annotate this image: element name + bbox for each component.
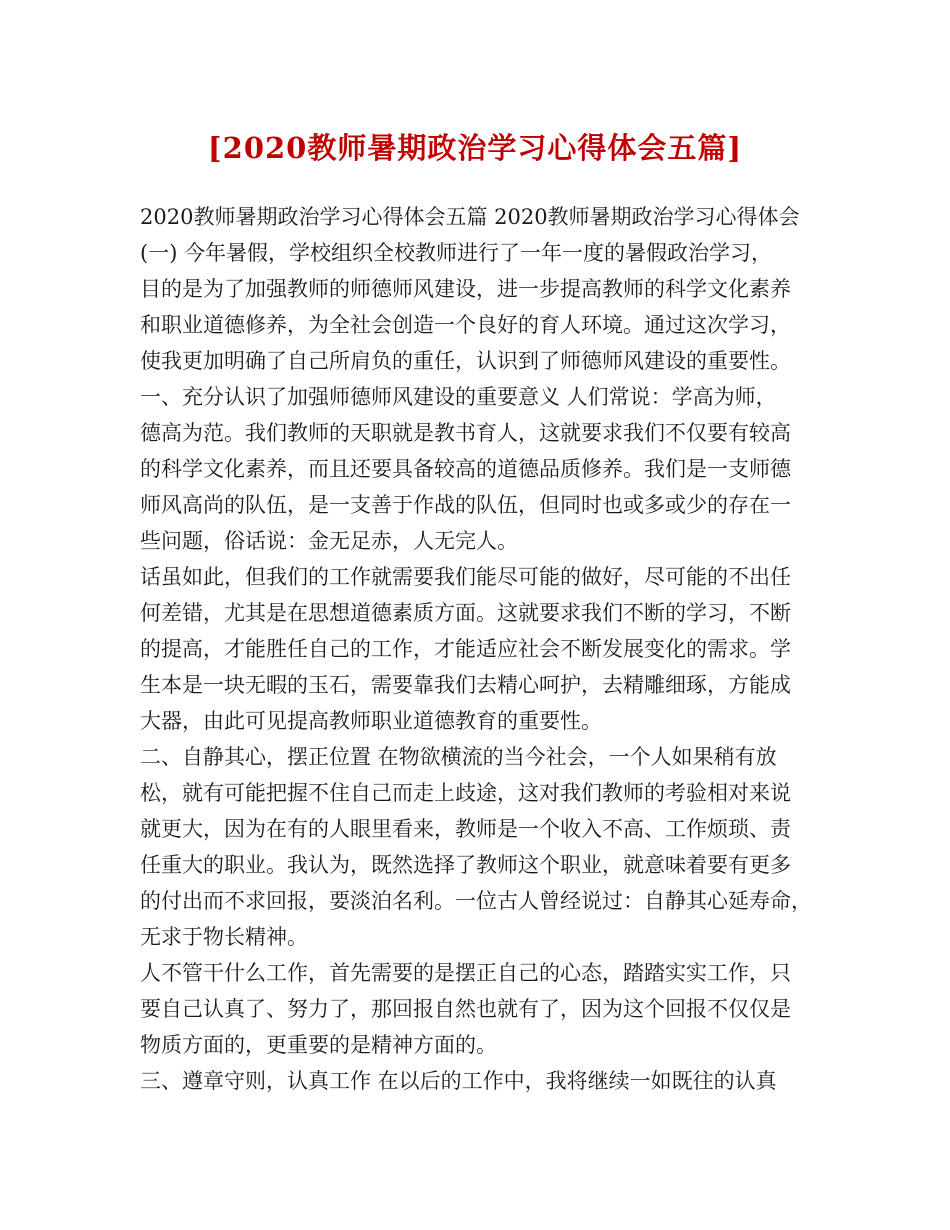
body-line: 使我更加明确了自己所肩负的重任，认识到了师德师风建设的重要性。 xyxy=(140,349,791,373)
body-line: 一、充分认识了加强师德师风建设的重要意义 人们常说：学高为师， xyxy=(140,385,777,409)
body-line: 的提高，才能胜任自己的工作，才能适应社会不断发展变化的需求。学 xyxy=(140,637,791,661)
body-line: 何差错，尤其是在思想道德素质方面。这就要求我们不断的学习，不断 xyxy=(140,601,791,625)
body-line: 要自己认真了、努力了，那回报自然也就有了，因为这个回报不仅仅是 xyxy=(140,997,791,1021)
body-line: 的付出而不求回报，要淡泊名利。一位古人曾经说过：自静其心延寿命， xyxy=(140,889,812,913)
body-line: 任重大的职业。我认为，既然选择了教师这个职业，就意味着要有更多 xyxy=(140,853,791,877)
body-line: 2020教师暑期政治学习心得体会五篇 2020教师暑期政治学习心得体会 xyxy=(140,205,800,229)
document-body xyxy=(140,199,820,1099)
body-line: 三、遵章守则，认真工作 在以后的工作中，我将继续一如既往的认真 xyxy=(140,1069,777,1093)
body-line: 大器，由此可见提高教师职业道德教育的重要性。 xyxy=(140,709,602,733)
body-line: 就更大，因为在有的人眼里看来，教师是一个收入不高、工作烦琐、责 xyxy=(140,817,791,841)
body-line: 些问题，俗话说：金无足赤，人无完人。 xyxy=(140,529,518,553)
body-line: 无求于物长精神。 xyxy=(140,925,308,949)
body-line: 目的是为了加强教师的师德师风建设，进一步提高教师的科学文化素养 xyxy=(140,277,791,301)
body-line: 松，就有可能把握不住自己而走上歧途，这对我们教师的考验相对来说 xyxy=(140,781,791,805)
body-line: 二、自静其心，摆正位置 在物欲横流的当今社会，一个人如果稍有放 xyxy=(140,745,777,769)
body-line: 师风高尚的队伍，是一支善于作战的队伍，但同时也或多或少的存在一 xyxy=(140,493,791,517)
body-line: 生本是一块无暇的玉石，需要靠我们去精心呵护，去精雕细琢，方能成 xyxy=(140,673,791,697)
body-line: 话虽如此，但我们的工作就需要我们能尽可能的做好，尽可能的不出任 xyxy=(140,565,791,589)
body-line: 和职业道德修养，为全社会创造一个良好的育人环境。通过这次学习， xyxy=(140,313,791,337)
body-line: 物质方面的，更重要的是精神方面的。 xyxy=(140,1033,497,1057)
body-line: 人不管干什么工作，首先需要的是摆正自己的心态，踏踏实实工作，只 xyxy=(140,961,791,985)
document-title: [2020教师暑期政治学习心得体会五篇] xyxy=(207,131,743,165)
body-line: 的科学文化素养，而且还要具备较高的道德品质修养。我们是一支师德 xyxy=(140,457,791,481)
body-line: (一) 今年暑假，学校组织全校教师进行了一年一度的暑假政治学习， xyxy=(140,241,773,265)
body-line: 德高为范。我们教师的天职就是教书育人，这就要求我们不仅要有较高 xyxy=(140,421,791,445)
